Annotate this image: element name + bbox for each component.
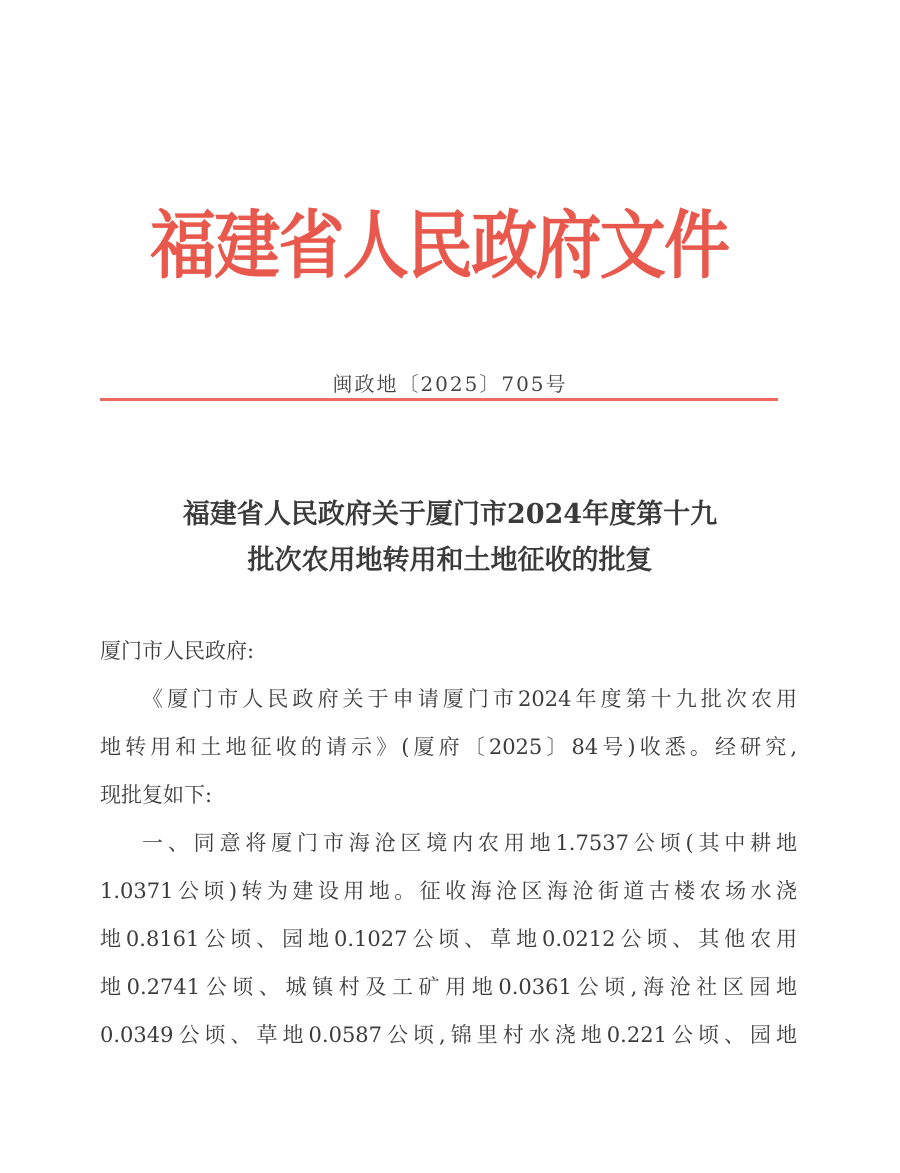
document-title-line-1: 福建省人民政府关于厦门市2024年度第十九 [182, 499, 718, 530]
document-masthead: 福建省人民政府文件 [150, 201, 728, 289]
document-number: 闽政地〔2025〕705号 [332, 372, 568, 396]
body-line: 地0.8161公顷、园地0.1027公顷、草地0.0212公顷、其他农用 [100, 927, 797, 951]
salutation: 厦门市人民政府: [100, 639, 255, 663]
document-title-line-2: 批次农用地转用和土地征收的批复 [247, 545, 653, 576]
body-line: 《厦门市人民政府关于申请厦门市2024年度第十九批次农用 [142, 687, 797, 711]
body-line: 地0.2741公顷、城镇村及工矿用地0.0361公顷,海沧社区园地 [100, 975, 797, 999]
red-divider-line [100, 398, 778, 401]
body-line: 地转用和土地征收的请示》(厦府〔2025〕84号)收悉。经研究, [100, 735, 797, 759]
body-line: 现批复如下: [100, 783, 213, 807]
body-line: 一、同意将厦门市海沧区境内农用地1.7537公顷(其中耕地 [142, 831, 797, 855]
body-line: 0.0349公顷、草地0.0587公顷,锦里村水浇地0.221公顷、园地 [100, 1023, 797, 1047]
body-line: 1.0371公顷)转为建设用地。征收海沧区海沧街道古楼农场水浇 [100, 879, 797, 903]
